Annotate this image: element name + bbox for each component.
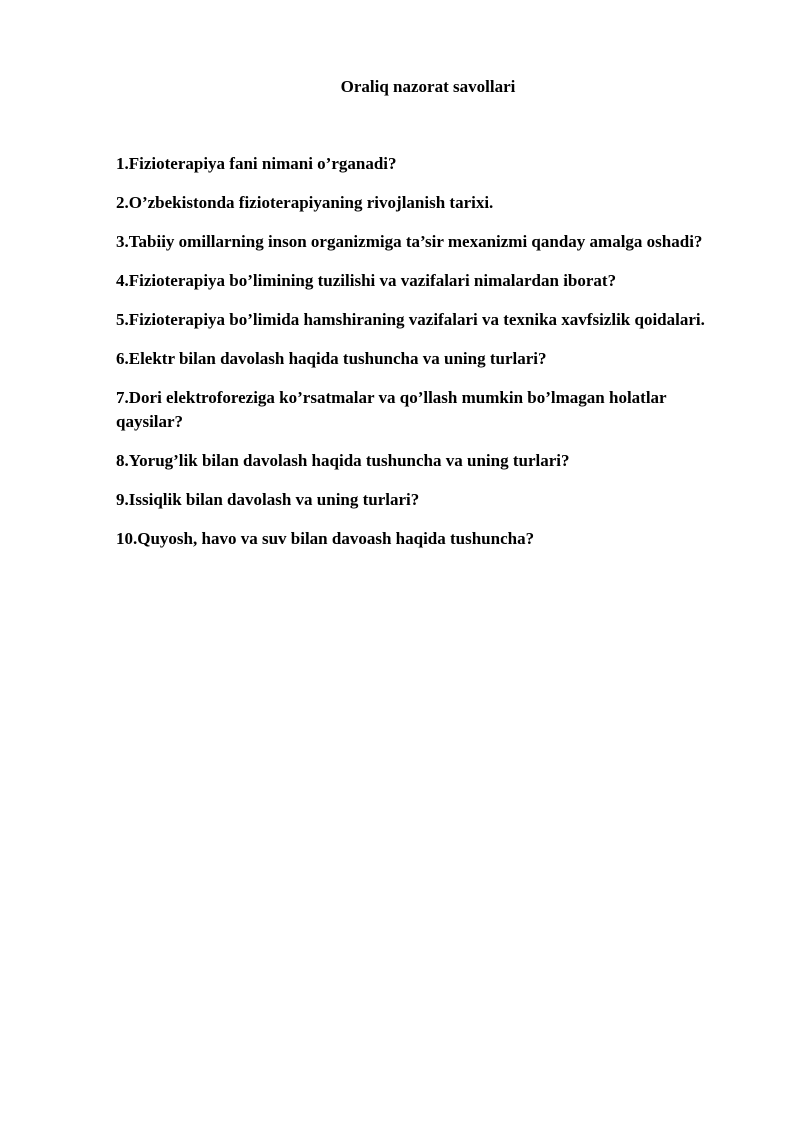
question-item: 2.O’zbekistonda fizioterapiyaning rivojlanish tarixi.: [116, 193, 494, 212]
question-item: 8.Yorug’lik bilan davolash haqida tushuncha va uning turlari?: [116, 451, 570, 470]
question-item: 10.Quyosh, havo va suv bilan davoash haqida tushuncha?: [116, 529, 535, 548]
question-item: 5.Fizioterapiya bo’limida hamshiraning vazifalari va texnika xavfsizlik qoidalari.: [116, 310, 705, 329]
question-list: [116, 152, 736, 566]
question-item: 4.Fizioterapiya bo’limining tuzilishi va vazifalari nimalardan iborat?: [116, 271, 617, 290]
question-item: 1.Fizioterapiya fani nimani o’rganadi?: [116, 154, 397, 173]
question-item: 7.Dori elektroforeziga ko’rsatmalar va qo’llash mumkin bo’lmagan holatlar qaysilar?: [116, 388, 667, 431]
question-item: 6.Elektr bilan davolash haqida tushuncha va uning turlari?: [116, 349, 547, 368]
question-item: 3.Tabiiy omillarning inson organizmiga ta’sir mexanizmi qanday amalga oshadi?: [116, 232, 703, 251]
question-item: 9.Issiqlik bilan davolash va uning turlari?: [116, 490, 420, 509]
document-title: Oraliq nazorat savollari: [340, 77, 516, 96]
